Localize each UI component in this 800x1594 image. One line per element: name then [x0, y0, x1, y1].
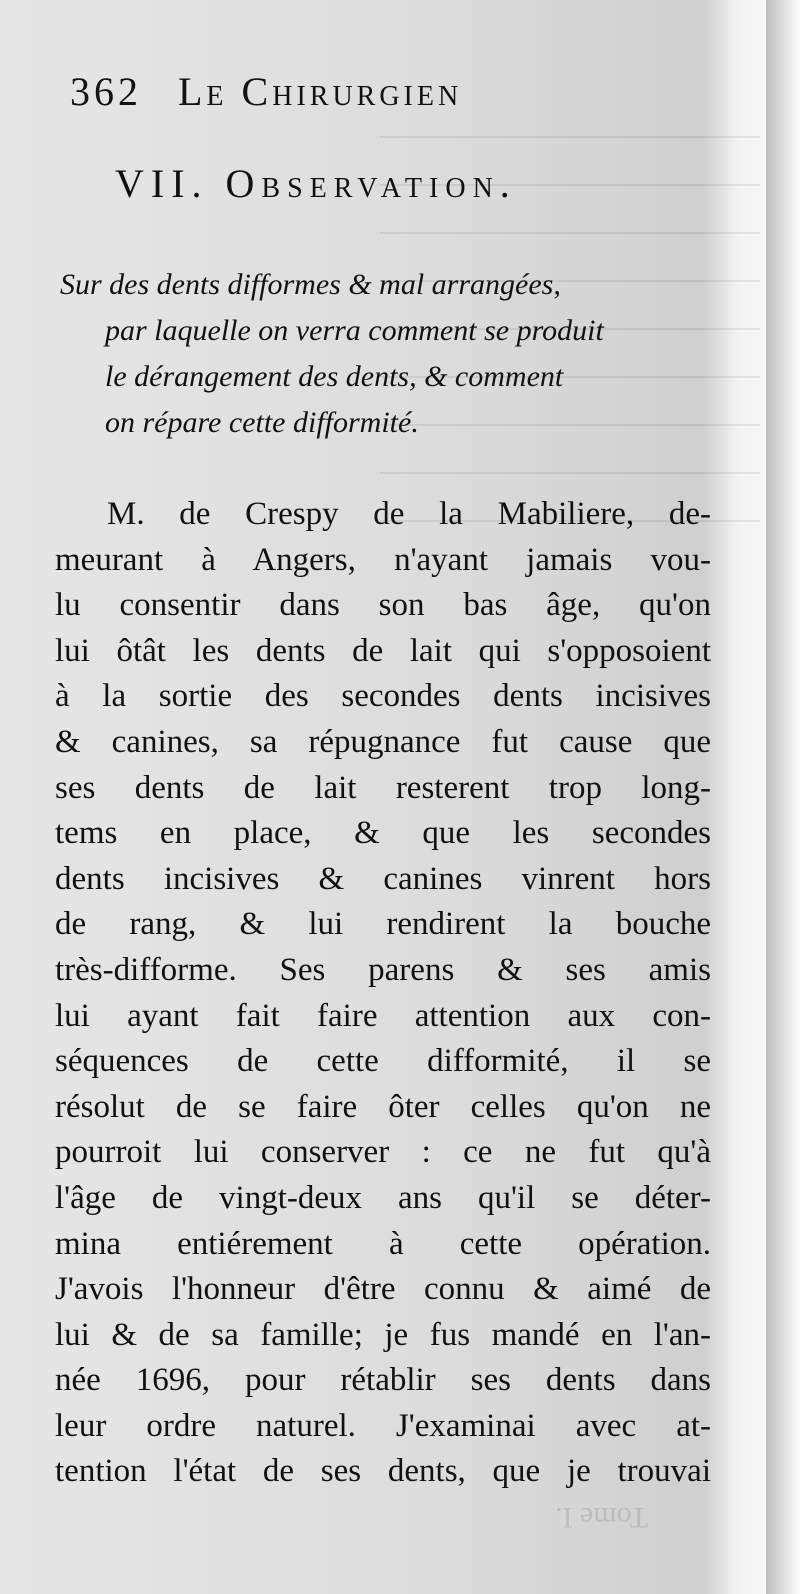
body-line: dents incisives & canines vinrent hors [55, 860, 711, 897]
body-line: de rang, & lui rendirent la bouche [55, 906, 711, 943]
body-line: très-difforme. Ses parens & ses amis [55, 951, 711, 988]
body-line: tention l'état de ses dents, que je trouvai [55, 1453, 711, 1490]
body-line: & canines, sa répugnance fut cause que [55, 723, 711, 760]
subtitle-line: Sur des dents difformes & mal arrangées, [60, 268, 561, 301]
body-line: lui ôtât les dents de lait qui s'opposoient [55, 632, 711, 669]
running-head [70, 68, 670, 115]
body-line: J'avois l'honneur d'être connu & aimé de [55, 1271, 711, 1308]
page-number: 362 [70, 69, 142, 114]
body-line: résolut de se faire ôter celles qu'on ne [55, 1088, 711, 1125]
observation-heading: VII. Observation. [115, 161, 517, 206]
body-line: meurant à Angers, n'ayant jamais vou- [55, 541, 711, 578]
body-text [55, 492, 711, 1495]
body-line: à la sortie des secondes dents incisives [55, 678, 711, 715]
body-line: pourroit lui conserver : ce ne fut qu'à [55, 1134, 711, 1171]
subtitle-line: le dérangement des dents, & comment [105, 360, 564, 393]
body-line: M. de Crespy de la Mabiliere, de- [107, 496, 711, 532]
body-line: tems en place, & que les secondes [55, 815, 711, 852]
subtitle-line: par laquelle on verra comment se produit [105, 314, 604, 347]
body-line: lui & de sa famille; je fus mandé en l'an- [55, 1316, 711, 1353]
body-line: lu consentir dans son bas âge, qu'on [55, 587, 711, 624]
subtitle-line: on répare cette difformité. [105, 406, 419, 439]
body-line: ses dents de lait resterent trop long- [55, 769, 711, 806]
observation-subtitle [60, 262, 710, 446]
body-line: leur ordre naturel. J'examinai avec at- [55, 1407, 711, 1444]
body-line: née 1696, pour rétablir ses dents dans [55, 1362, 711, 1399]
body-line: mina entiérement à cette opération. [55, 1225, 711, 1262]
body-line: lui ayant fait faire attention aux con- [55, 997, 711, 1034]
running-title: Le Chirurgien [178, 69, 463, 114]
page-edge [766, 0, 800, 1594]
body-line: séquences de cette difformité, il se [55, 1043, 711, 1080]
signature-mark: Tome I. [555, 1501, 648, 1534]
body-line: l'âge de vingt-deux ans qu'il se déter- [55, 1179, 711, 1216]
